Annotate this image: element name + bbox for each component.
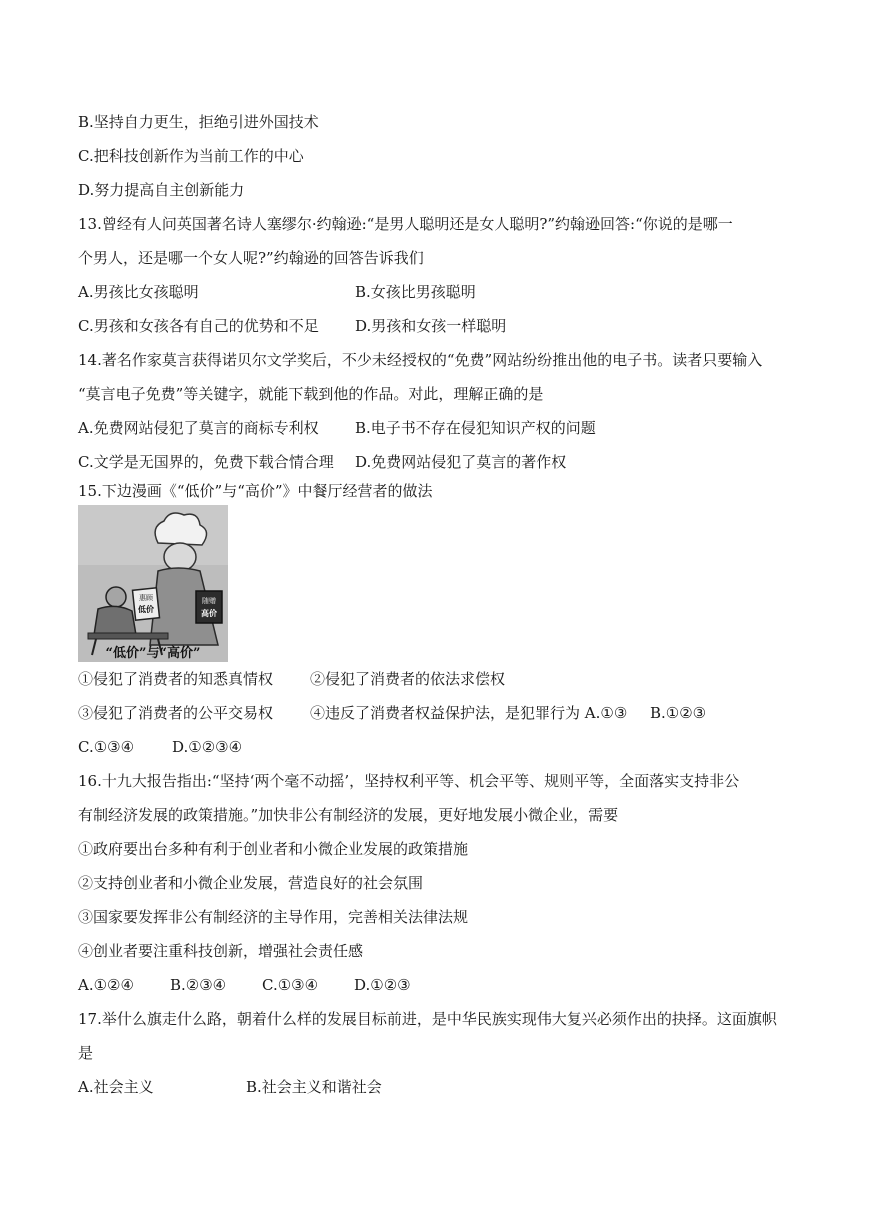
q13-option-a: A.男孩比女孩聪明 bbox=[78, 283, 199, 301]
q17-stem-line1: 17.举什么旗走什么路，朝着什么样的发展目标前进，是中华民族实现伟大复兴必须作出的抉择。这面旗帜 bbox=[78, 1010, 777, 1028]
cartoon-drawing bbox=[78, 505, 228, 662]
q15-option-2: ②侵犯了消费者的依法求偿权 bbox=[310, 670, 506, 688]
cartoon-image bbox=[78, 505, 228, 662]
q12-option-c: C.把科技创新作为当前工作的中心 bbox=[78, 147, 304, 165]
q16-option-d: D.①②③ bbox=[354, 976, 411, 994]
sign-low: 低价 bbox=[138, 605, 154, 614]
q13-option-d: D.男孩和女孩一样聪明 bbox=[355, 317, 507, 335]
q14-option-b: B.电子书不存在侵犯知识产权的问题 bbox=[355, 419, 596, 437]
q13-option-c: C.男孩和女孩各有自己的优势和不足 bbox=[78, 317, 319, 335]
q14-option-c: C.文学是无国界的，免费下载合情合理 bbox=[78, 453, 334, 471]
cartoon-caption: “低价”与“高价” bbox=[105, 646, 201, 661]
q12-option-d: D.努力提高自主创新能力 bbox=[78, 181, 245, 199]
q13-option-b: B.女孩比男孩聪明 bbox=[355, 283, 476, 301]
q16-option-c: C.①③④ bbox=[262, 976, 319, 994]
sign-high: 高价 bbox=[201, 609, 217, 618]
q14-stem-line2: “莫言电子免费”等关键字，就能下载到他的作品。对此，理解正确的是 bbox=[78, 385, 544, 403]
q16-option-4: ④创业者要注重科技创新，增强社会责任感 bbox=[78, 942, 364, 960]
sign-low-top: 惠顾 bbox=[139, 594, 153, 602]
q13-stem-line2: 个男人，还是哪一个女人呢?”约翰逊的回答告诉我们 bbox=[78, 249, 424, 267]
q12-option-b: B.坚持自力更生，拒绝引进外国技术 bbox=[78, 113, 319, 131]
q16-option-3: ③国家要发挥非公有制经济的主导作用，完善相关法律法规 bbox=[78, 908, 469, 926]
q17-option-a: A.社会主义 bbox=[78, 1078, 154, 1096]
sign-high-top: 随赠 bbox=[202, 597, 216, 605]
q15-option-b: B.①②③ bbox=[650, 704, 707, 722]
q16-stem-line1: 16.十九大报告指出:“坚持‘两个毫不动摇’，坚持权利平等、机会平等、规则平等，全面落实支持非公 bbox=[78, 772, 740, 790]
q15-option-3: ③侵犯了消费者的公平交易权 bbox=[78, 704, 274, 722]
q15-stem: 15.下边漫画《“低价”与“高价”》中餐厅经营者的做法 bbox=[78, 482, 433, 500]
q17-stem-line2: 是 bbox=[78, 1044, 94, 1062]
q16-option-a: A.①②④ bbox=[78, 976, 134, 994]
q17-option-b: B.社会主义和谐社会 bbox=[246, 1078, 382, 1096]
q16-option-2: ②支持创业者和小微企业发展，营造良好的社会氛围 bbox=[78, 874, 424, 892]
q13-stem-line1: 13.曾经有人问英国著名诗人塞缪尔·约翰逊:“是男人聪明还是女人聪明?”约翰逊回答:“你说的是哪一 bbox=[78, 215, 733, 233]
q15-option-4: ④违反了消费者权益保护法，是犯罪行为 A.①③ bbox=[310, 704, 628, 722]
q14-option-a: A.免费网站侵犯了莫言的商标专利权 bbox=[78, 419, 319, 437]
q15-option-d: D.①②③④ bbox=[172, 738, 243, 756]
q14-option-d: D.免费网站侵犯了莫言的著作权 bbox=[355, 453, 567, 471]
q16-stem-line2: 有制经济发展的政策措施。”加快非公有制经济的发展，更好地发展小微企业，需要 bbox=[78, 806, 619, 824]
q15-option-1: ①侵犯了消费者的知悉真情权 bbox=[78, 670, 274, 688]
q16-option-b: B.②③④ bbox=[170, 976, 227, 994]
q15-option-c: C.①③④ bbox=[78, 738, 135, 756]
q14-stem-line1: 14.著名作家莫言获得诺贝尔文学奖后，不少未经授权的“免费”网站纷纷推出他的电子书。读者只要输入 bbox=[78, 351, 763, 369]
q16-option-1: ①政府要出台多种有利于创业者和小微企业发展的政策措施 bbox=[78, 840, 469, 858]
